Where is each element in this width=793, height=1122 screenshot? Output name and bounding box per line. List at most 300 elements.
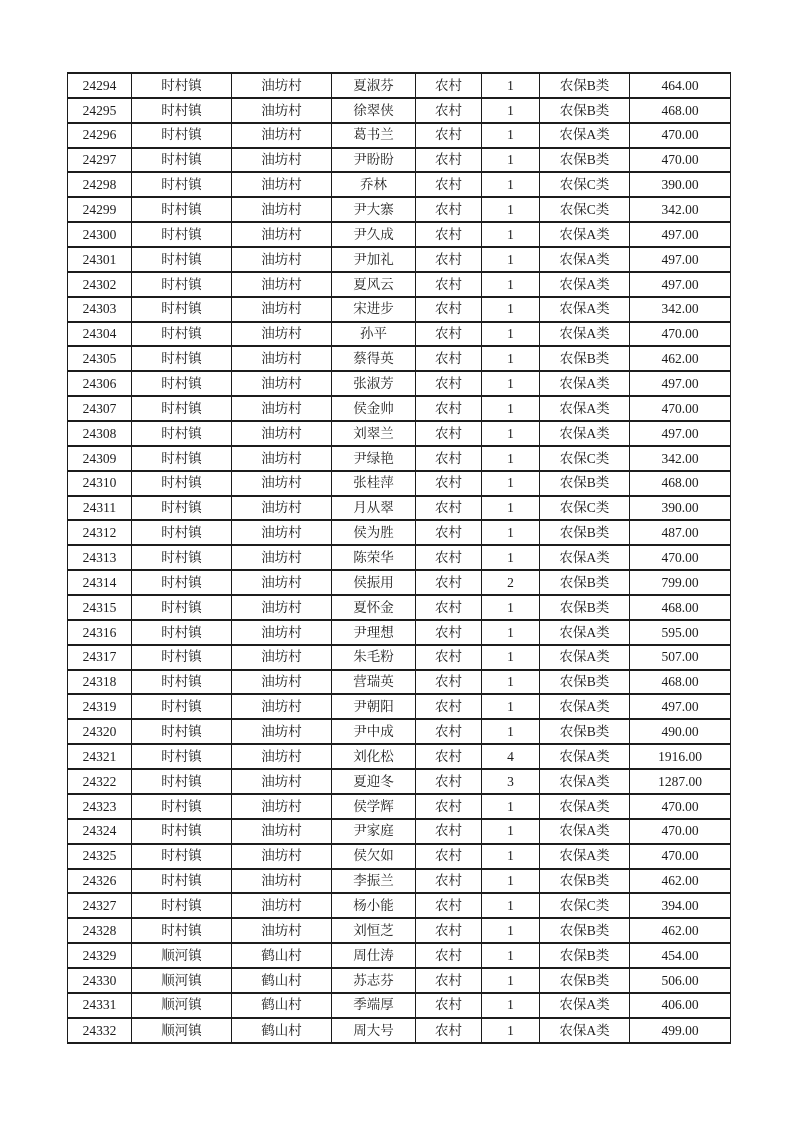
cell-id: 24301: [68, 247, 132, 272]
cell-name: 宋进步: [332, 297, 416, 322]
cell-household-type: 农村: [416, 148, 482, 173]
cell-town: 时村镇: [132, 670, 232, 695]
cell-id: 24327: [68, 893, 132, 918]
cell-amount: 497.00: [630, 272, 731, 297]
cell-person-count: 1: [482, 172, 540, 197]
table-row: [68, 744, 731, 769]
cell-town: 时村镇: [132, 222, 232, 247]
cell-village: 油坊村: [232, 396, 332, 421]
cell-id: 24319: [68, 694, 132, 719]
cell-town: 时村镇: [132, 918, 232, 943]
cell-name: 刘恒芝: [332, 918, 416, 943]
cell-amount: 454.00: [630, 943, 731, 968]
cell-town: 时村镇: [132, 98, 232, 123]
cell-person-count: 1: [482, 620, 540, 645]
cell-amount: 470.00: [630, 396, 731, 421]
cell-household-type: 农村: [416, 694, 482, 719]
cell-person-count: 1: [482, 520, 540, 545]
cell-insurance-category: 农保A类: [540, 769, 630, 794]
cell-town: 时村镇: [132, 520, 232, 545]
cell-insurance-category: 农保C类: [540, 893, 630, 918]
cell-household-type: 农村: [416, 73, 482, 98]
cell-id: 24330: [68, 968, 132, 993]
cell-person-count: 4: [482, 744, 540, 769]
cell-village: 油坊村: [232, 844, 332, 869]
cell-amount: 468.00: [630, 595, 731, 620]
cell-insurance-category: 农保A类: [540, 396, 630, 421]
cell-insurance-category: 农保B类: [540, 595, 630, 620]
cell-id: 24294: [68, 73, 132, 98]
cell-name: 夏迎冬: [332, 769, 416, 794]
cell-name: 夏怀金: [332, 595, 416, 620]
cell-amount: 470.00: [630, 819, 731, 844]
cell-village: 油坊村: [232, 670, 332, 695]
table-row: [68, 471, 731, 496]
cell-amount: 497.00: [630, 247, 731, 272]
cell-household-type: 农村: [416, 197, 482, 222]
cell-household-type: 农村: [416, 620, 482, 645]
cell-amount: 487.00: [630, 520, 731, 545]
cell-insurance-category: 农保A类: [540, 694, 630, 719]
cell-village: 油坊村: [232, 595, 332, 620]
table-row: [68, 918, 731, 943]
cell-insurance-category: 农保B类: [540, 869, 630, 894]
cell-id: 24295: [68, 98, 132, 123]
table-row: [68, 719, 731, 744]
table-row: [68, 993, 731, 1018]
table-row: [68, 446, 731, 471]
cell-amount: 462.00: [630, 918, 731, 943]
cell-village: 鹤山村: [232, 943, 332, 968]
cell-person-count: 1: [482, 893, 540, 918]
cell-id: 24299: [68, 197, 132, 222]
cell-town: 时村镇: [132, 794, 232, 819]
cell-name: 周大号: [332, 1018, 416, 1043]
cell-amount: 394.00: [630, 893, 731, 918]
cell-person-count: 1: [482, 98, 540, 123]
cell-village: 油坊村: [232, 73, 332, 98]
cell-household-type: 农村: [416, 993, 482, 1018]
cell-household-type: 农村: [416, 471, 482, 496]
cell-amount: 342.00: [630, 197, 731, 222]
cell-amount: 468.00: [630, 471, 731, 496]
cell-village: 鹤山村: [232, 993, 332, 1018]
cell-person-count: 1: [482, 819, 540, 844]
cell-insurance-category: 农保A类: [540, 620, 630, 645]
table-row: [68, 570, 731, 595]
cell-village: 油坊村: [232, 98, 332, 123]
cell-insurance-category: 农保A类: [540, 993, 630, 1018]
table-row: [68, 297, 731, 322]
table-row: [68, 869, 731, 894]
cell-town: 时村镇: [132, 869, 232, 894]
cell-amount: 497.00: [630, 371, 731, 396]
table-row: [68, 645, 731, 670]
cell-name: 杨小能: [332, 893, 416, 918]
cell-household-type: 农村: [416, 769, 482, 794]
cell-town: 时村镇: [132, 744, 232, 769]
table-row: [68, 620, 731, 645]
cell-amount: 1916.00: [630, 744, 731, 769]
cell-village: 油坊村: [232, 769, 332, 794]
cell-village: 油坊村: [232, 645, 332, 670]
cell-id: 24305: [68, 346, 132, 371]
cell-household-type: 农村: [416, 98, 482, 123]
cell-id: 24324: [68, 819, 132, 844]
cell-person-count: 1: [482, 918, 540, 943]
cell-name: 张淑芳: [332, 371, 416, 396]
cell-id: 24296: [68, 123, 132, 148]
cell-person-count: 1: [482, 446, 540, 471]
cell-amount: 497.00: [630, 421, 731, 446]
cell-village: 油坊村: [232, 794, 332, 819]
cell-town: 时村镇: [132, 322, 232, 347]
cell-household-type: 农村: [416, 396, 482, 421]
cell-insurance-category: 农保C类: [540, 197, 630, 222]
table-row: [68, 148, 731, 173]
cell-id: 24326: [68, 869, 132, 894]
cell-id: 24306: [68, 371, 132, 396]
cell-id: 24297: [68, 148, 132, 173]
cell-person-count: 1: [482, 471, 540, 496]
cell-village: 油坊村: [232, 346, 332, 371]
cell-person-count: 1: [482, 421, 540, 446]
cell-insurance-category: 农保B类: [540, 98, 630, 123]
cell-id: 24332: [68, 1018, 132, 1043]
cell-id: 24308: [68, 421, 132, 446]
cell-name: 孙平: [332, 322, 416, 347]
cell-insurance-category: 农保A类: [540, 272, 630, 297]
cell-person-count: 1: [482, 272, 540, 297]
table-row: [68, 694, 731, 719]
cell-name: 朱毛粉: [332, 645, 416, 670]
cell-insurance-category: 农保C类: [540, 496, 630, 521]
cell-person-count: 1: [482, 943, 540, 968]
cell-town: 顺河镇: [132, 968, 232, 993]
table-row: [68, 197, 731, 222]
cell-person-count: 1: [482, 197, 540, 222]
cell-village: 油坊村: [232, 918, 332, 943]
cell-id: 24323: [68, 794, 132, 819]
cell-insurance-category: 农保B类: [540, 148, 630, 173]
cell-name: 夏淑芬: [332, 73, 416, 98]
cell-town: 时村镇: [132, 197, 232, 222]
cell-town: 时村镇: [132, 73, 232, 98]
cell-village: 油坊村: [232, 272, 332, 297]
cell-village: 油坊村: [232, 471, 332, 496]
cell-village: 油坊村: [232, 247, 332, 272]
cell-village: 油坊村: [232, 744, 332, 769]
cell-name: 侯为胜: [332, 520, 416, 545]
cell-name: 葛书兰: [332, 123, 416, 148]
cell-person-count: 1: [482, 496, 540, 521]
table-row: [68, 123, 731, 148]
cell-id: 24303: [68, 297, 132, 322]
cell-household-type: 农村: [416, 570, 482, 595]
table-row: [68, 272, 731, 297]
cell-name: 徐翠侠: [332, 98, 416, 123]
table-row: [68, 545, 731, 570]
cell-town: 时村镇: [132, 297, 232, 322]
cell-household-type: 农村: [416, 545, 482, 570]
cell-person-count: 1: [482, 322, 540, 347]
cell-name: 刘翠兰: [332, 421, 416, 446]
cell-name: 侯学辉: [332, 794, 416, 819]
cell-amount: 497.00: [630, 222, 731, 247]
cell-id: 24329: [68, 943, 132, 968]
cell-person-count: 1: [482, 993, 540, 1018]
cell-town: 时村镇: [132, 769, 232, 794]
cell-town: 时村镇: [132, 346, 232, 371]
table-row: [68, 222, 731, 247]
cell-village: 油坊村: [232, 322, 332, 347]
table-row: [68, 968, 731, 993]
table-row: [68, 421, 731, 446]
table-row: [68, 670, 731, 695]
cell-insurance-category: 农保A类: [540, 322, 630, 347]
cell-person-count: 1: [482, 968, 540, 993]
cell-household-type: 农村: [416, 520, 482, 545]
cell-village: 油坊村: [232, 148, 332, 173]
cell-amount: 406.00: [630, 993, 731, 1018]
cell-household-type: 农村: [416, 595, 482, 620]
cell-insurance-category: 农保A类: [540, 545, 630, 570]
cell-name: 月从翠: [332, 496, 416, 521]
cell-insurance-category: 农保A类: [540, 844, 630, 869]
cell-town: 时村镇: [132, 620, 232, 645]
cell-name: 侯振用: [332, 570, 416, 595]
cell-id: 24302: [68, 272, 132, 297]
cell-person-count: 1: [482, 297, 540, 322]
cell-town: 时村镇: [132, 595, 232, 620]
cell-town: 时村镇: [132, 545, 232, 570]
cell-household-type: 农村: [416, 371, 482, 396]
cell-name: 营瑞英: [332, 670, 416, 695]
cell-amount: 490.00: [630, 719, 731, 744]
cell-household-type: 农村: [416, 918, 482, 943]
cell-person-count: 1: [482, 545, 540, 570]
cell-id: 24313: [68, 545, 132, 570]
cell-id: 24298: [68, 172, 132, 197]
cell-village: 油坊村: [232, 197, 332, 222]
cell-person-count: 1: [482, 123, 540, 148]
cell-amount: 799.00: [630, 570, 731, 595]
cell-insurance-category: 农保C类: [540, 446, 630, 471]
cell-id: 24300: [68, 222, 132, 247]
cell-town: 顺河镇: [132, 1018, 232, 1043]
cell-village: 油坊村: [232, 719, 332, 744]
cell-amount: 390.00: [630, 496, 731, 521]
cell-name: 季端厚: [332, 993, 416, 1018]
cell-name: 尹加礼: [332, 247, 416, 272]
cell-amount: 497.00: [630, 694, 731, 719]
cell-town: 时村镇: [132, 446, 232, 471]
cell-insurance-category: 农保B类: [540, 520, 630, 545]
pension-benefit-table: [67, 72, 731, 1044]
cell-id: 24312: [68, 520, 132, 545]
cell-town: 时村镇: [132, 719, 232, 744]
table-row: [68, 844, 731, 869]
table-row: [68, 769, 731, 794]
cell-insurance-category: 农保B类: [540, 719, 630, 744]
table-row: [68, 893, 731, 918]
cell-insurance-category: 农保A类: [540, 247, 630, 272]
cell-household-type: 农村: [416, 123, 482, 148]
cell-name: 周仕涛: [332, 943, 416, 968]
cell-insurance-category: 农保B类: [540, 570, 630, 595]
cell-id: 24311: [68, 496, 132, 521]
cell-amount: 499.00: [630, 1018, 731, 1043]
cell-name: 夏风云: [332, 272, 416, 297]
cell-person-count: 1: [482, 346, 540, 371]
cell-amount: 1287.00: [630, 769, 731, 794]
cell-name: 苏志芬: [332, 968, 416, 993]
cell-amount: 507.00: [630, 645, 731, 670]
table-row: [68, 247, 731, 272]
cell-name: 尹中成: [332, 719, 416, 744]
cell-id: 24317: [68, 645, 132, 670]
cell-amount: 468.00: [630, 98, 731, 123]
cell-village: 油坊村: [232, 545, 332, 570]
cell-name: 李振兰: [332, 869, 416, 894]
cell-insurance-category: 农保B类: [540, 968, 630, 993]
cell-insurance-category: 农保C类: [540, 172, 630, 197]
cell-household-type: 农村: [416, 744, 482, 769]
cell-person-count: 1: [482, 794, 540, 819]
cell-town: 时村镇: [132, 371, 232, 396]
cell-name: 陈荣华: [332, 545, 416, 570]
cell-id: 24322: [68, 769, 132, 794]
cell-household-type: 农村: [416, 943, 482, 968]
cell-amount: 390.00: [630, 172, 731, 197]
cell-amount: 468.00: [630, 670, 731, 695]
cell-id: 24309: [68, 446, 132, 471]
cell-amount: 470.00: [630, 148, 731, 173]
cell-id: 24316: [68, 620, 132, 645]
cell-village: 油坊村: [232, 819, 332, 844]
cell-amount: 595.00: [630, 620, 731, 645]
table-row: [68, 371, 731, 396]
cell-village: 油坊村: [232, 123, 332, 148]
cell-town: 时村镇: [132, 247, 232, 272]
cell-town: 时村镇: [132, 421, 232, 446]
cell-name: 侯金帅: [332, 396, 416, 421]
cell-person-count: 1: [482, 694, 540, 719]
table-row: [68, 396, 731, 421]
cell-town: 时村镇: [132, 844, 232, 869]
table-row: [68, 322, 731, 347]
table-row: [68, 496, 731, 521]
cell-household-type: 农村: [416, 794, 482, 819]
cell-village: 油坊村: [232, 893, 332, 918]
table-row: [68, 943, 731, 968]
cell-name: 尹朝阳: [332, 694, 416, 719]
cell-household-type: 农村: [416, 446, 482, 471]
cell-village: 油坊村: [232, 694, 332, 719]
cell-household-type: 农村: [416, 645, 482, 670]
cell-household-type: 农村: [416, 968, 482, 993]
cell-amount: 470.00: [630, 322, 731, 347]
cell-name: 尹理想: [332, 620, 416, 645]
cell-town: 时村镇: [132, 496, 232, 521]
cell-insurance-category: 农保A类: [540, 297, 630, 322]
cell-household-type: 农村: [416, 1018, 482, 1043]
table-row: [68, 1018, 731, 1043]
cell-village: 油坊村: [232, 421, 332, 446]
table-row: [68, 346, 731, 371]
cell-town: 顺河镇: [132, 993, 232, 1018]
cell-person-count: 1: [482, 1018, 540, 1043]
cell-name: 刘化松: [332, 744, 416, 769]
table-row: [68, 520, 731, 545]
cell-household-type: 农村: [416, 869, 482, 894]
cell-household-type: 农村: [416, 346, 482, 371]
cell-insurance-category: 农保B类: [540, 943, 630, 968]
cell-insurance-category: 农保B类: [540, 73, 630, 98]
cell-insurance-category: 农保A类: [540, 222, 630, 247]
cell-insurance-category: 农保A类: [540, 123, 630, 148]
cell-village: 油坊村: [232, 520, 332, 545]
cell-person-count: 1: [482, 670, 540, 695]
cell-town: 时村镇: [132, 471, 232, 496]
cell-household-type: 农村: [416, 844, 482, 869]
cell-id: 24328: [68, 918, 132, 943]
cell-town: 时村镇: [132, 396, 232, 421]
cell-person-count: 1: [482, 148, 540, 173]
cell-amount: 470.00: [630, 844, 731, 869]
cell-household-type: 农村: [416, 172, 482, 197]
table-row: [68, 819, 731, 844]
cell-household-type: 农村: [416, 719, 482, 744]
cell-id: 24315: [68, 595, 132, 620]
cell-household-type: 农村: [416, 222, 482, 247]
cell-person-count: 1: [482, 844, 540, 869]
cell-amount: 342.00: [630, 297, 731, 322]
table-row: [68, 73, 731, 98]
cell-household-type: 农村: [416, 670, 482, 695]
cell-id: 24307: [68, 396, 132, 421]
cell-amount: 506.00: [630, 968, 731, 993]
table-row: [68, 172, 731, 197]
cell-insurance-category: 农保B类: [540, 471, 630, 496]
cell-insurance-category: 农保A类: [540, 371, 630, 396]
cell-household-type: 农村: [416, 247, 482, 272]
cell-village: 油坊村: [232, 620, 332, 645]
cell-insurance-category: 农保B类: [540, 670, 630, 695]
cell-name: 张桂萍: [332, 471, 416, 496]
cell-person-count: 1: [482, 595, 540, 620]
cell-household-type: 农村: [416, 893, 482, 918]
cell-town: 时村镇: [132, 172, 232, 197]
cell-insurance-category: 农保A类: [540, 421, 630, 446]
cell-household-type: 农村: [416, 496, 482, 521]
cell-village: 油坊村: [232, 869, 332, 894]
cell-town: 时村镇: [132, 645, 232, 670]
cell-village: 油坊村: [232, 222, 332, 247]
cell-amount: 470.00: [630, 545, 731, 570]
cell-village: 鹤山村: [232, 968, 332, 993]
cell-town: 时村镇: [132, 123, 232, 148]
cell-town: 时村镇: [132, 694, 232, 719]
cell-town: 时村镇: [132, 272, 232, 297]
cell-name: 乔林: [332, 172, 416, 197]
cell-household-type: 农村: [416, 819, 482, 844]
cell-id: 24314: [68, 570, 132, 595]
cell-town: 时村镇: [132, 148, 232, 173]
cell-village: 油坊村: [232, 570, 332, 595]
cell-person-count: 1: [482, 73, 540, 98]
table-row: [68, 595, 731, 620]
